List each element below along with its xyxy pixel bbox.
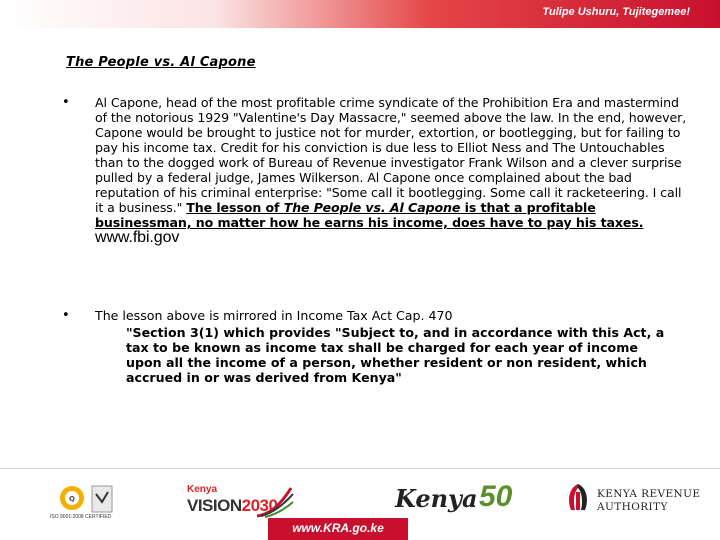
vision-swoosh-icon [255,484,295,520]
lesson-text: The lesson of The People vs. Al Capone is that a profitable businessman, no matter how he earns his income, does have to pay his taxes. [95,200,644,230]
kra-motto: Tulipe Ushuru, Tujitegemee! [542,6,690,18]
lesson-case-title: The People vs. Al Capone [283,200,461,215]
iso-caption: ISO 9001:2008 CERTIFIED [50,514,112,520]
website-link[interactable]: www.KRA.go.ke [292,521,384,535]
vision-2030-label: VISION2030 [187,496,278,515]
header-banner [0,0,720,28]
capone-body-text: Al Capone, head of the most profitable crime syndicate of the Prohibition Era and mastermind of the notorious 1929 "Valentine's Day Massacre," seemed above the law. In the end, however, Capone would be brought to justice not for murder, extortion, or bootlegging, but for failing to pay his income tax. Credit for his conviction is due less to Elliot Ness and The Untouchables than to the dogged work of Bureau of Revenue investigator Frank Wilson and a clever surprise pulled by a federal judge, James Wilkerson. Al Capone once complained about the bad reputation of his criminal enterprise: "Some call it bootlegging. Some call it racketeering. I call it a business." [95,95,687,215]
slide-title: The People vs. Al Capone [66,55,256,70]
svg-text:Q: Q [69,495,75,503]
kra-emblem-icon [563,482,593,514]
vision-kenya-label: Kenya [187,484,218,495]
bullet-icon: • [62,95,70,110]
source-link[interactable]: www.fbi.gov [95,229,180,246]
kenya-50-logo [395,480,525,530]
capone-paragraph [95,95,690,245]
kenya50-word: Kenya [395,484,478,513]
kra-name: KENYA REVENUE AUTHORITY [597,488,701,513]
kenya50-number: 50 [479,480,513,513]
kra-logo [563,482,713,522]
footer-divider [0,468,720,469]
section-3-quote: "Section 3(1) which provides "Subject to, and in accordance with this Act, a tax to be known as income tax shall be charged for each year of income upon all the income of a person, whether resident or non resident, which accrued in or was derived from Kenya" [126,325,665,385]
income-tax-act-paragraph: The lesson above is mirrored in Income Tax Act Cap. 470 [95,308,453,323]
website-banner [268,518,408,540]
bullet-icon: • [62,308,70,323]
iso-certification-icon [58,480,120,518]
